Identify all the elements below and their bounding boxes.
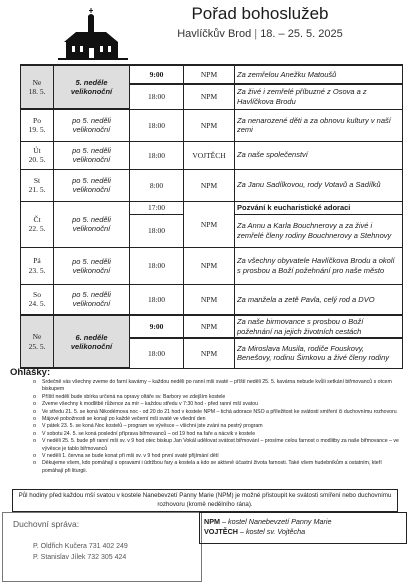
liturgy-cell: po 5. neděli velikonoční [54, 247, 130, 284]
time-cell: 8:00 [130, 169, 184, 201]
liturgy-cell: po 5. neděli velikonoční [54, 284, 130, 315]
intention-cell: Za naše birmovance s prosbou o Boží požehnání na jejich životních cestách [235, 315, 403, 338]
time-cell: 18:00 [130, 214, 184, 247]
place-cell: NPM [184, 109, 235, 141]
liturgy-cell: po 5. neděli velikonoční [54, 169, 130, 201]
liturgy-cell: po 5. neděli velikonoční [54, 141, 130, 169]
day-cell [21, 315, 54, 368]
day-cell [21, 247, 54, 284]
schedule-row [21, 201, 403, 214]
day-date: 23. 5. [28, 265, 46, 275]
date-range: 18. – 25. 5. 2025 [260, 28, 343, 40]
notice-item: o V neděli 25. 5. bude při ranní mši sv. v 9 hod otec biskup Jan Vokál udělovat svátost biřmování – prosíme celou farnost o modlitby za naše biřmovance – ve vývěsce je tablo biřmovanců [42, 438, 403, 453]
church-logo [58, 8, 128, 60]
time-cell: 18:00 [130, 247, 184, 284]
time-cell: 18:00 [130, 84, 184, 109]
day-cell [21, 201, 54, 247]
place-cell: NPM [184, 284, 235, 315]
liturgy-cell: 6. neděle velikonoční [54, 315, 130, 368]
day-cell [21, 169, 54, 201]
liturgy-cell: po 5. neděli velikonoční [54, 201, 130, 247]
day-name: Út [33, 145, 41, 155]
schedule-row [21, 169, 403, 201]
time-cell: 18:00 [130, 338, 184, 368]
place-cell: VOJTĚCH [184, 141, 235, 169]
day-date: 20. 5. [28, 155, 46, 164]
place-cell: NPM [184, 338, 235, 368]
schedule-row [21, 315, 403, 338]
day-name: Ne [32, 332, 42, 342]
intention-cell: Za Janu Sadílkovou, rody Votavů a Sadílků [235, 169, 403, 201]
day-name: Pá [33, 256, 41, 266]
day-name: St [33, 175, 41, 185]
clergy-box [2, 512, 202, 582]
day-cell [21, 109, 54, 141]
notices-list [10, 379, 403, 475]
legend-box [199, 512, 407, 544]
day-date: 21. 5. [28, 185, 46, 194]
notice-item: o V neděli 1. června se bude konat při mši sv. v 9 hod první svaté přijímání dětí [42, 453, 403, 460]
legend-item [204, 527, 402, 537]
intention-cell: Za živé i zemřelé příbuzné z Osova a z Havlíčkova Brodu [235, 84, 403, 109]
legend-text: – kostel Nanebevzetí Panny Marie [221, 517, 332, 526]
legend-item [204, 517, 402, 527]
intention-cell: Za Annu a Karla Bouchnerovy a za živé i zemřelé členy rodiny Bouchnerovy a Stehnovy [235, 214, 403, 247]
schedule-row [21, 65, 403, 84]
notice-item: o V sobotu 24. 5. se koná poslední příprava biřmovanců – od 19 hod na faře a nácvik v kostele [42, 431, 403, 438]
day-date: 19. 5. [28, 125, 46, 135]
legend-abbr: VOJTĚCH [204, 527, 238, 536]
day-date: 24. 5. [28, 299, 46, 309]
confession-info: Půl hodiny před každou mší svatou v kostele Nanebevzetí Panny Marie (NPM) je možné přistoupit ke svátosti smíření nebo duchovnímu rozhovoru (kromě nedělního rána). [12, 489, 398, 512]
intention-cell: Za naše společenství [235, 141, 403, 169]
time-cell: 17:00 [130, 201, 184, 214]
place-cell: NPM [184, 169, 235, 201]
liturgy-cell: po 5. neděli velikonoční [54, 109, 130, 141]
day-name: So [33, 289, 41, 299]
clergy-contact: P. Stanislav Jílek 732 305 424 [33, 554, 127, 561]
legend-text: – kostel sv. Vojtěcha [239, 527, 306, 536]
notices-section [10, 367, 403, 475]
clergy-contact: P. Oldřich Kučera 731 402 249 [33, 543, 128, 550]
time-cell: 18:00 [130, 284, 184, 315]
intention-cell: Pozvání k eucharistické adoraci [235, 201, 403, 214]
place-cell: NPM [184, 201, 235, 247]
clergy-heading: Duchovní správa: [13, 519, 80, 529]
day-name: Čt [33, 214, 41, 224]
notice-item: o V pátek 23. 5. se koná Noc kostelů – program ve vývěsce – všichni jste zváni na pestrý program [42, 423, 403, 430]
notice-item: o Májové pobožnosti se konají po každé večerní mši svaté ve všední den [42, 416, 403, 423]
day-cell [21, 65, 54, 109]
notice-item: o Děkujeme všem, kdo pomáhají s opravami i údržbou fary a kostela a kdo se aktivně účastní života farnosti. Také všem hudebníkům a ostatním, kteří pomáhají při liturgii. [42, 460, 403, 475]
day-date: 22. 5. [28, 224, 46, 233]
place-cell: NPM [184, 315, 235, 338]
day-date: 25. 5. [28, 341, 46, 351]
day-name: Po [33, 115, 41, 125]
liturgy-cell: 5. neděle velikonoční [54, 65, 130, 109]
notice-item: o Příští neděli bude sbírka určená na opravy oltáře sv. Barbory ve zdejším kostele [42, 394, 403, 401]
day-date: 18. 5. [28, 87, 46, 96]
time-cell: 18:00 [130, 109, 184, 141]
day-name: Ne [32, 77, 42, 87]
time-cell: 9:00 [130, 65, 184, 84]
schedule-row [21, 284, 403, 315]
schedule-row [21, 141, 403, 169]
separator: | [254, 28, 258, 40]
intention-cell: Za zemřelou Anežku Matoušů [235, 65, 403, 84]
schedule-row [21, 247, 403, 284]
place-cell: NPM [184, 65, 235, 84]
notices-heading: Ohlášky: [10, 367, 51, 378]
page-subtitle [120, 28, 400, 40]
notice-item: o Zveme všechny k modlitbě růžence za mír – každou středu v 7:30 hod - před ranní mší svatou [42, 401, 403, 408]
day-cell [21, 141, 54, 169]
intention-cell: Za nenarozené děti a za obnovu kultury v naší zemi [235, 109, 403, 141]
page-title: Pořad bohoslužeb [191, 4, 329, 23]
day-cell [21, 284, 54, 315]
location: Havlíčkův Brod [177, 28, 252, 40]
intention-cell: Za manžela a zetě Pavla, celý rod a DVO [235, 284, 403, 315]
intention-cell: Za Miroslava Musila, rodiče Fouskovy, Benešovy, rodinu Šimkovu a živé členy rodiny [235, 338, 403, 368]
notice-item: o Srdečně vás všechny zveme do farní kavárny – každou neděli po ranní mši svaté – příští neděli 25. 5. kavárna nebude kvůli setkání biřmovanců s otcem biskupem [42, 379, 403, 394]
schedule-row [21, 109, 403, 141]
time-cell: 9:00 [130, 315, 184, 338]
notice-item: o Ve středu 21. 5. se koná Nikodémova noc - od 20 do 21 hod v kostele NPM – tichá adorace NSO a příležitost ke svátosti smíření či duchovnímu rozhovoru [42, 409, 403, 416]
intention-cell: Za všechny obyvatele Havlíčkova Brodu a okolí s prosbou a Boží požehnání pro naše město [235, 247, 403, 284]
place-cell: NPM [184, 84, 235, 109]
place-cell: NPM [184, 247, 235, 284]
legend-abbr: NPM [204, 517, 220, 526]
time-cell: 18:00 [130, 141, 184, 169]
schedule-table [20, 64, 403, 369]
